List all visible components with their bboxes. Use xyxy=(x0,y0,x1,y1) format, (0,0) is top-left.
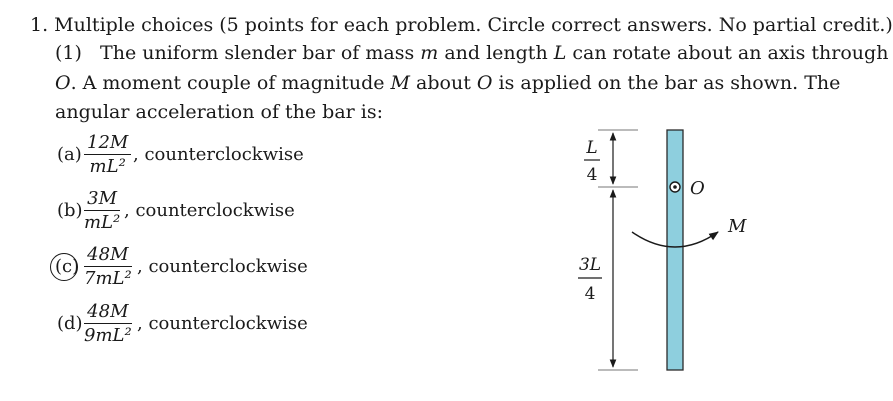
pivot-center-dot xyxy=(673,185,677,189)
option-d-fraction: $\frac{48M}{\text{9mL²}}$ xyxy=(84,301,132,346)
option-c-fraction: $\frac{48M}{\text{7mL²}}$ xyxy=(84,244,132,289)
question-line-2: O. A moment couple of magnitude M about O is applied on the bar as shown. The xyxy=(55,72,841,94)
pivot-label: O xyxy=(690,178,705,199)
dim-bottom-denominator: 4 xyxy=(584,284,596,304)
option-c-direction: , counterclockwise xyxy=(137,256,308,277)
option-b-fraction: $\frac{3M}{\text{mL²}}$ xyxy=(84,188,121,233)
question-number: (1) xyxy=(55,42,82,64)
dim-top-denominator: 4 xyxy=(586,165,598,185)
option-d-direction: , counterclockwise xyxy=(137,313,308,334)
option-a-direction: , counterclockwise xyxy=(133,144,304,165)
question-line-3: angular acceleration of the bar is: xyxy=(55,101,384,123)
problem-header: 1. Multiple choices (5 points for each problem. Circle correct answers. No partial credit.) xyxy=(30,14,893,36)
option-b-direction: , counterclockwise xyxy=(124,200,295,221)
slender-bar xyxy=(667,130,683,370)
question-line-1: (1) The uniform slender bar of mass m and length L can rotate about an axis through xyxy=(55,42,889,64)
dim-top-numerator: L xyxy=(586,138,598,158)
moment-label: M xyxy=(728,216,747,237)
option-a-label[interactable]: (a) xyxy=(57,144,82,165)
option-c-label[interactable]: (c) xyxy=(55,256,80,277)
option-b-label[interactable]: (b) xyxy=(57,200,83,221)
option-d-label[interactable]: (d) xyxy=(57,313,83,334)
option-a-fraction: $\frac{12M}{\text{mL²}}$ xyxy=(84,132,131,177)
dim-bottom-numerator: 3L xyxy=(578,255,602,275)
